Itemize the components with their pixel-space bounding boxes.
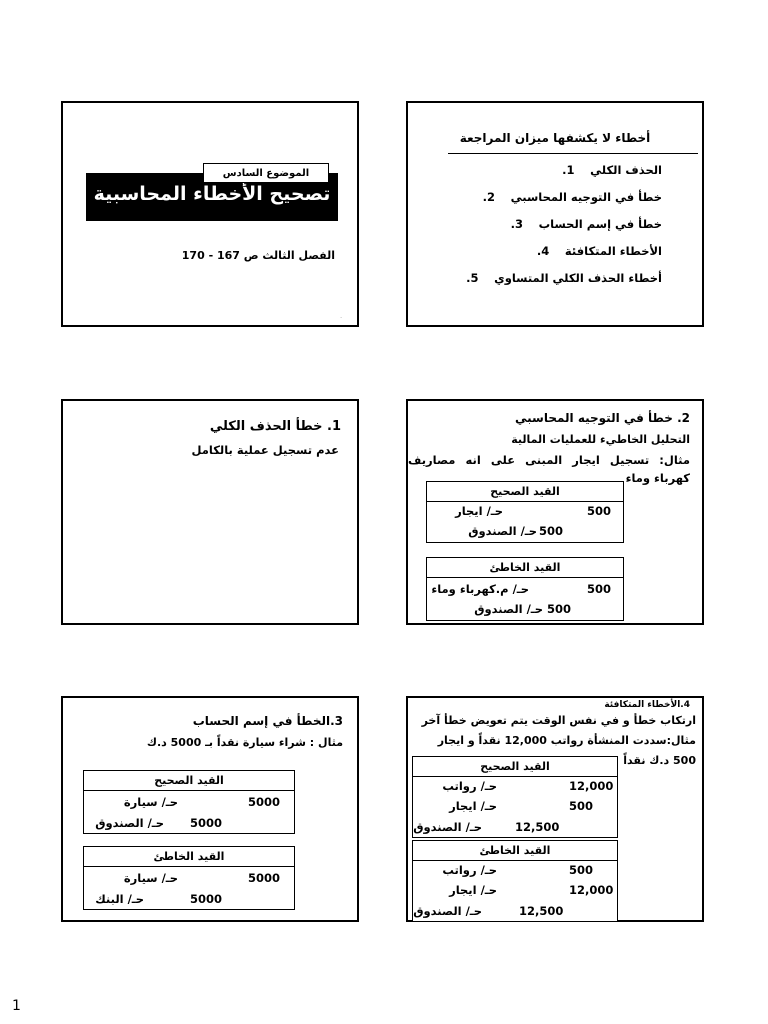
debit-amount: 12,000	[569, 779, 614, 793]
debit-amount: 500	[587, 504, 612, 518]
debit-account: حـ/ ايجار	[449, 883, 497, 897]
entry-title: القيد الخاطئ	[413, 841, 617, 861]
heading-divider	[448, 153, 698, 154]
credit-account: حـ/ البنك	[95, 892, 144, 906]
wrong-entry-box	[426, 557, 624, 621]
list-item-number: .2	[482, 190, 496, 204]
list-item	[466, 269, 662, 296]
credit-account: حـ/ الصندوق	[474, 602, 543, 616]
slide-compensating-errors	[406, 696, 704, 922]
slide-title	[61, 101, 359, 327]
slide-text-line: 500 د.ك نقداً	[623, 754, 696, 767]
list-item	[466, 161, 662, 188]
slide-errors-list	[406, 101, 704, 327]
slide-heading: 4.الأخطاء المتكافئة	[604, 700, 690, 710]
credit-amount: 12,500	[519, 904, 564, 918]
list-item-number: .3	[510, 217, 523, 231]
correct-entry-box	[426, 481, 624, 543]
debit-account: حـ/ سيارة	[123, 795, 178, 809]
list-item-label: الأخطاء المتكافئة	[564, 244, 662, 258]
slide-misposting	[406, 399, 704, 625]
list-item-number: .5	[466, 271, 479, 285]
debit-account: حـ/ سيارة	[123, 871, 178, 885]
page-number: 1	[12, 998, 21, 1014]
debit-account: حـ/ ايجار	[455, 504, 503, 518]
debit-account: حـ/ م.كهرباء وماء	[431, 582, 529, 596]
credit-amount: 500	[547, 602, 572, 616]
wrong-entry-box	[83, 846, 295, 910]
list-item-label: الحذف الكلي	[590, 163, 662, 177]
errors-list	[466, 161, 662, 296]
wrong-entry-box	[412, 840, 618, 922]
credit-amount: 12,500	[515, 820, 560, 834]
credit-amount: 5000	[190, 816, 223, 830]
debit-amount: 5000	[248, 795, 281, 809]
debit-amount: 500	[569, 863, 594, 877]
debit-account: حـ/ رواتب	[442, 779, 497, 793]
list-item-label: أخطاء الحذف الكلي المتساوي	[494, 271, 662, 285]
credit-account: حـ/ الصندوق	[413, 820, 482, 834]
slide-text-line: ارتكاب خطأ و في نفس الوقت يتم تعويض خطأ آخر	[421, 714, 696, 727]
slide-heading: 1. خطأ الحذف الكلي	[209, 419, 341, 434]
slide-text: عدم تسجيل عملية بالكامل	[191, 443, 339, 457]
debit-amount: 500	[587, 582, 612, 596]
slide-heading: 2. خطأ في التوجيه المحاسبي	[515, 411, 690, 425]
credit-amount: 5000	[190, 892, 223, 906]
debit-account: حـ/ رواتب	[442, 863, 497, 877]
slide-subheading: التحليل الخاطيء للعمليات المالية	[511, 433, 690, 446]
slide-dot: .	[340, 313, 342, 320]
entry-title: القيد الصحيح	[84, 771, 294, 791]
slide-wrong-account	[61, 696, 359, 922]
slide-title-text: تصحيح الأخطاء المحاسبية	[93, 183, 331, 205]
debit-amount: 12,000	[569, 883, 614, 897]
credit-account: حـ/ الصندوق	[468, 524, 537, 538]
credit-account: حـ/ الصندوق	[413, 904, 482, 918]
list-item	[466, 188, 662, 215]
list-item-label: خطأ في التوجيه المحاسبي	[510, 190, 662, 204]
list-item-number: .4	[536, 244, 550, 258]
debit-amount: 500	[569, 799, 594, 813]
entry-title: القيد الخاطئ	[84, 847, 294, 867]
slide-total-omission	[61, 399, 359, 625]
entry-title: القيد الصحيح	[427, 482, 623, 502]
slide-example: مثال: تسجيل ايجار المبنى على انه مصاريف كهرباء وماء	[408, 453, 690, 485]
list-item-label: خطأ في إسم الحساب	[538, 217, 662, 231]
debit-amount: 5000	[248, 871, 281, 885]
list-item-number: .1	[562, 163, 575, 177]
list-item	[466, 215, 662, 242]
correct-entry-box	[412, 756, 618, 838]
debit-account: حـ/ ايجار	[449, 799, 497, 813]
list-item	[466, 242, 662, 269]
credit-account: حـ/ الصندوق	[95, 816, 164, 830]
slide-text-line: مثال:سددت المنشأة رواتب 12,000 نقداً و ايجار	[437, 734, 696, 747]
slide-heading: 3.الخطأ في إسم الحساب	[192, 714, 343, 728]
credit-amount: 500	[539, 524, 564, 538]
slide-example: مثال : شراء سيارة نقداً بـ 5000 د.ك	[146, 736, 343, 749]
topic-label: الموضوع السادس	[203, 163, 329, 183]
chapter-reference: الفصل الثالث ص 167 - 170	[181, 249, 335, 262]
correct-entry-box	[83, 770, 295, 834]
entry-title: القيد الخاطئ	[427, 558, 623, 578]
slide-heading: أخطاء لا يكشفها ميزان المراجعة	[459, 131, 651, 145]
entry-title: القيد الصحيح	[413, 757, 617, 777]
